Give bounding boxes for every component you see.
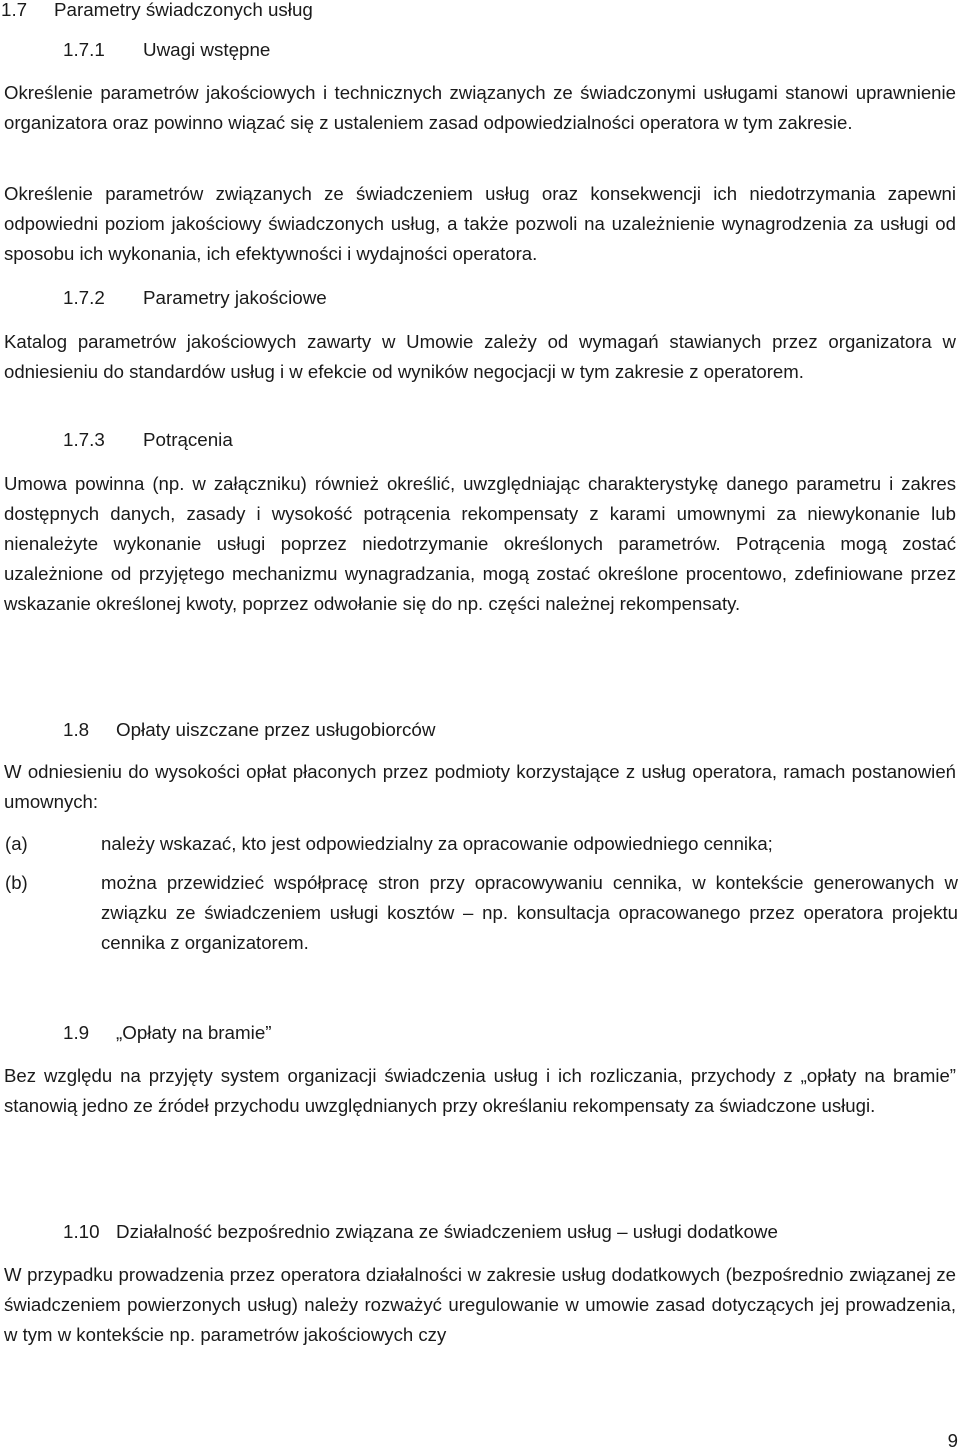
heading-1-8 — [63, 718, 435, 742]
list-text: należy wskazać, kto jest odpowiedzialny za opracowanie odpowiedniego cennika; — [101, 833, 773, 854]
heading-number: 1.8 — [63, 719, 90, 740]
paragraph-deductions: Umowa powinna (np. w załączniku) również określić, uwzględniając charakterystykę danego parametru i zakres dostępnych danych, zasady i wysokość potrącenia rekompensaty z karami umownymi za niewykonanie lub nienależyte wykonanie usługi poprzez niedotrzymanie określonych parametrów. Potrącenia mogą zostać uzależnione od przyjętego mechanizmu wynagradzania, mogą zostać określone procentowo, zdefiniowane przez wskazanie określonej kwoty, poprzez odwołanie się do np. części należnej rekompensaty. — [4, 473, 956, 614]
list-text: można przewidzieć współpracę stron przy opracowywaniu cennika, w kontekście generowanych w związku ze świadczeniem usługi kosztów – np. konsultacja opracowanego przez operatora projektu cennika z organizatorem. — [101, 872, 958, 953]
heading-1-7-2 — [63, 286, 327, 310]
heading-number: 1.7.2 — [63, 287, 105, 308]
heading-number: 1.7 — [1, 0, 28, 20]
heading-number: 1.7.1 — [63, 39, 105, 60]
paragraph-intro-2: Określenie parametrów związanych ze świadczeniem usług oraz konsekwencji ich niedotrzymania zapewni odpowiedni poziom jakościowy świadczonych usług, a także pozwoli na uzależnienie wynagrodzenia za usługi od sposobu ich wykonania, ich efektywności i wydajności operatora. — [4, 183, 956, 264]
paragraph-gate-fees: Bez względu na przyjęty system organizacji świadczenia usług i ich rozliczania, przychody z „opłaty na bramie” stanowią jedno ze źródeł przychodu uwzględnianych przy określaniu rekompensaty za świadczone usługi. — [4, 1065, 956, 1116]
paragraph-quality: Katalog parametrów jakościowych zawarty w Umowie zależy od wymagań stawianych przez organizatora w odniesieniu do standardów usług i w efekcie od wyników negocjacji w tym zakresie z operatorem. — [4, 331, 956, 382]
list-marker: (a) — [5, 833, 28, 854]
heading-title: Potrącenia — [143, 429, 233, 450]
heading-1-10 — [63, 1220, 778, 1244]
paragraph-fees: W odniesieniu do wysokości opłat płaconych przez podmioty korzystające z usług operatora, ramach postanowień umownych: — [4, 761, 956, 812]
heading-number: 1.10 — [63, 1221, 100, 1242]
heading-title: „Opłaty na bramie” — [116, 1022, 272, 1043]
heading-number: 1.9 — [63, 1022, 90, 1043]
heading-1-7-3 — [63, 428, 233, 452]
paragraph-intro-1: Określenie parametrów jakościowych i technicznych związanych ze świadczonymi usługami stanowi uprawnienie organizatora oraz powinno wiązać się z ustaleniem zasad odpowiedzialności operatora w tym zakresie. — [4, 82, 956, 133]
paragraph-additional-services: W przypadku prowadzenia przez operatora działalności w zakresie usług dodatkowych (bezpośrednio związanej ze świadczeniem powierzonych usług) należy rozważyć uregulowanie w umowie zasad dotyczących jej prowadzenia, w tym w kontekście np. parametrów jakościowych czy — [4, 1264, 956, 1345]
heading-title: Działalność bezpośrednio związana ze świadczeniem usług – usługi dodatkowe — [116, 1221, 778, 1242]
heading-title: Parametry jakościowe — [143, 287, 327, 308]
heading-title: Opłaty uiszczane przez usługobiorców — [116, 719, 436, 740]
heading-number: 1.7.3 — [63, 429, 105, 450]
list-marker: (b) — [5, 872, 28, 893]
heading-1-7 — [1, 0, 313, 22]
heading-1-7-1 — [63, 38, 270, 62]
heading-title: Uwagi wstępne — [143, 39, 271, 60]
page-number: 9 — [947, 1430, 958, 1451]
heading-title: Parametry świadczonych usług — [54, 0, 313, 20]
heading-1-9 — [63, 1021, 272, 1045]
